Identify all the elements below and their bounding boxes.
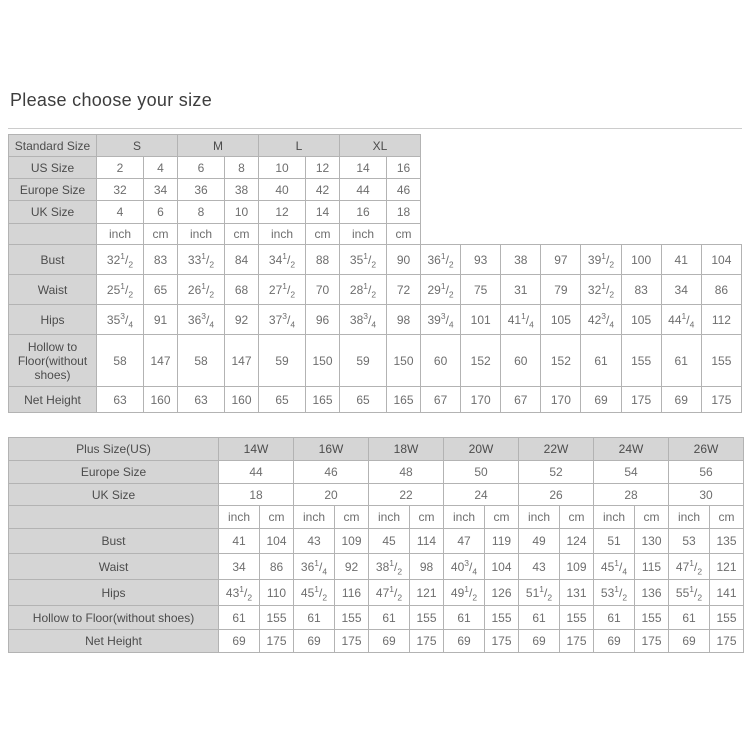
measure-value-cell: 86 xyxy=(701,275,741,305)
measure-value-cell: 61 xyxy=(369,606,410,630)
measure-value-cell: 131 xyxy=(560,580,594,606)
measure-value-cell: 63 xyxy=(178,387,225,413)
measure-value-cell: 69 xyxy=(444,630,485,653)
size-group-header-cell: 16W xyxy=(294,438,369,461)
measure-value-cell: 92 xyxy=(225,305,259,335)
measure-value-cell: 155 xyxy=(621,335,661,387)
unit-header-cell: cm xyxy=(710,506,744,529)
measure-value-cell: 98 xyxy=(387,305,421,335)
measure-value-cell: 104 xyxy=(260,529,294,554)
size-value-cell: 50 xyxy=(444,461,519,484)
size-value-cell: 24 xyxy=(444,484,519,506)
measure-value-cell: 104 xyxy=(485,554,519,580)
page-title: Please choose your size xyxy=(10,90,213,110)
measure-value-cell: $35^1/_2$ xyxy=(340,245,387,275)
measure-value-cell: 38 xyxy=(501,245,541,275)
measure-value-cell: 109 xyxy=(335,529,369,554)
measure-value-cell: $27^1/_2$ xyxy=(259,275,306,305)
measure-value-cell: 104 xyxy=(701,245,741,275)
measure-value-cell: $25^1/_2$ xyxy=(97,275,144,305)
measure-value-cell: 155 xyxy=(410,606,444,630)
standard-size-table xyxy=(8,134,742,413)
unit-row-blank-cell xyxy=(9,506,219,529)
row-label-cell: US Size xyxy=(9,157,97,179)
measure-value-cell: $28^1/_2$ xyxy=(340,275,387,305)
size-group-header-cell: L xyxy=(259,135,340,157)
measure-value-cell: $49^1/_2$ xyxy=(444,580,485,606)
table-row xyxy=(9,630,744,653)
measure-value-cell: $39^1/_2$ xyxy=(581,245,621,275)
measure-value-cell: 152 xyxy=(541,335,581,387)
measure-value-cell: 61 xyxy=(661,335,701,387)
measure-value-cell: 75 xyxy=(461,275,501,305)
measure-value-cell: 175 xyxy=(621,387,661,413)
measure-value-cell: 69 xyxy=(661,387,701,413)
measure-value-cell: 141 xyxy=(710,580,744,606)
size-value-cell: 32 xyxy=(97,179,144,201)
unit-header-cell: inch xyxy=(219,506,260,529)
measure-value-cell: 175 xyxy=(635,630,669,653)
measure-value-cell: 61 xyxy=(219,606,260,630)
size-value-cell: 46 xyxy=(387,179,421,201)
measure-value-cell: 116 xyxy=(335,580,369,606)
row-label-cell: Bust xyxy=(9,529,219,554)
table-row xyxy=(9,135,742,157)
measure-value-cell: 135 xyxy=(710,529,744,554)
unit-header-cell: cm xyxy=(306,224,340,245)
measure-value-cell: $38^3/_4$ xyxy=(340,305,387,335)
measure-value-cell: 72 xyxy=(387,275,421,305)
size-value-cell: 10 xyxy=(259,157,306,179)
size-group-header-cell: 26W xyxy=(669,438,744,461)
measure-value-cell: $47^1/_2$ xyxy=(669,554,710,580)
measure-value-cell: $32^1/_2$ xyxy=(97,245,144,275)
measure-value-cell: $36^3/_4$ xyxy=(178,305,225,335)
measure-value-cell: 69 xyxy=(369,630,410,653)
standard-table-body xyxy=(9,135,742,413)
measure-value-cell: $26^1/_2$ xyxy=(178,275,225,305)
row-label-cell: Bust xyxy=(9,245,97,275)
measure-value-cell: 105 xyxy=(541,305,581,335)
unit-header-cell: inch xyxy=(294,506,335,529)
measure-value-cell: 136 xyxy=(635,580,669,606)
measure-value-cell: 115 xyxy=(635,554,669,580)
measure-value-cell: 43 xyxy=(294,529,335,554)
measure-value-cell: 112 xyxy=(701,305,741,335)
size-value-cell: 8 xyxy=(178,201,225,224)
corner-label-cell: Plus Size(US) xyxy=(9,438,219,461)
measure-value-cell: 155 xyxy=(335,606,369,630)
table-row xyxy=(9,580,744,606)
row-label-cell: Hips xyxy=(9,580,219,606)
measure-value-cell: 61 xyxy=(669,606,710,630)
measure-value-cell: 63 xyxy=(97,387,144,413)
size-group-header-cell: 14W xyxy=(219,438,294,461)
size-value-cell: 22 xyxy=(369,484,444,506)
measure-value-cell: 114 xyxy=(410,529,444,554)
measure-value-cell: 121 xyxy=(710,554,744,580)
row-label-cell: Waist xyxy=(9,275,97,305)
plus-size-table xyxy=(8,437,744,653)
measure-value-cell: 126 xyxy=(485,580,519,606)
table-row xyxy=(9,461,744,484)
measure-value-cell: 69 xyxy=(519,630,560,653)
measure-value-cell: 121 xyxy=(410,580,444,606)
size-value-cell: 54 xyxy=(594,461,669,484)
measure-value-cell: 150 xyxy=(387,335,421,387)
measure-value-cell: 150 xyxy=(306,335,340,387)
row-label-cell: Waist xyxy=(9,554,219,580)
measure-value-cell: 90 xyxy=(387,245,421,275)
unit-header-cell: inch xyxy=(594,506,635,529)
measure-value-cell: $41^1/_4$ xyxy=(501,305,541,335)
measure-value-cell: 67 xyxy=(501,387,541,413)
measure-value-cell: $33^1/_2$ xyxy=(178,245,225,275)
measure-value-cell: 60 xyxy=(501,335,541,387)
measure-value-cell: 34 xyxy=(219,554,260,580)
size-value-cell: 34 xyxy=(144,179,178,201)
size-value-cell: 8 xyxy=(225,157,259,179)
table-row xyxy=(9,506,744,529)
measure-value-cell: $47^1/_2$ xyxy=(369,580,410,606)
measure-value-cell: 96 xyxy=(306,305,340,335)
size-value-cell: 14 xyxy=(340,157,387,179)
table-row xyxy=(9,438,744,461)
size-value-cell: 16 xyxy=(387,157,421,179)
measure-value-cell: 53 xyxy=(669,529,710,554)
size-group-header-cell: XL xyxy=(340,135,421,157)
measure-value-cell: 175 xyxy=(701,387,741,413)
measure-value-cell: 65 xyxy=(144,275,178,305)
table-row xyxy=(9,484,744,506)
plus-table-body xyxy=(9,438,744,653)
unit-header-cell: cm xyxy=(335,506,369,529)
unit-header-cell: inch xyxy=(669,506,710,529)
unit-header-cell: cm xyxy=(260,506,294,529)
measure-value-cell: 69 xyxy=(294,630,335,653)
size-value-cell: 4 xyxy=(144,157,178,179)
measure-value-cell: 69 xyxy=(669,630,710,653)
size-value-cell: 40 xyxy=(259,179,306,201)
size-value-cell: 18 xyxy=(387,201,421,224)
measure-value-cell: 61 xyxy=(444,606,485,630)
size-value-cell: 36 xyxy=(178,179,225,201)
table-row xyxy=(9,157,742,179)
unit-header-cell: inch xyxy=(444,506,485,529)
measure-value-cell: 165 xyxy=(387,387,421,413)
unit-header-cell: cm xyxy=(225,224,259,245)
measure-value-cell: 160 xyxy=(225,387,259,413)
measure-value-cell: 170 xyxy=(461,387,501,413)
size-group-header-cell: S xyxy=(97,135,178,157)
measure-value-cell: 84 xyxy=(225,245,259,275)
table-row xyxy=(9,275,742,305)
measure-value-cell: $45^1/_4$ xyxy=(594,554,635,580)
size-value-cell: 44 xyxy=(340,179,387,201)
unit-row-blank-cell xyxy=(9,224,97,245)
row-label-cell: UK Size xyxy=(9,201,97,224)
measure-value-cell: 175 xyxy=(560,630,594,653)
table-row xyxy=(9,305,742,335)
size-value-cell: 46 xyxy=(294,461,369,484)
measure-value-cell: 58 xyxy=(178,335,225,387)
measure-value-cell: $29^1/_2$ xyxy=(421,275,461,305)
size-group-header-cell: 20W xyxy=(444,438,519,461)
measure-value-cell: $44^1/_4$ xyxy=(661,305,701,335)
measure-value-cell: $38^1/_2$ xyxy=(369,554,410,580)
unit-header-cell: inch xyxy=(519,506,560,529)
measure-value-cell: 105 xyxy=(621,305,661,335)
measure-value-cell: 59 xyxy=(259,335,306,387)
measure-value-cell: 69 xyxy=(219,630,260,653)
size-value-cell: 28 xyxy=(594,484,669,506)
measure-value-cell: 155 xyxy=(560,606,594,630)
measure-value-cell: $53^1/_2$ xyxy=(594,580,635,606)
measure-value-cell: 155 xyxy=(485,606,519,630)
unit-header-cell: inch xyxy=(97,224,144,245)
measure-value-cell: $42^3/_4$ xyxy=(581,305,621,335)
measure-value-cell: $32^1/_2$ xyxy=(581,275,621,305)
size-group-header-cell: M xyxy=(178,135,259,157)
measure-value-cell: 175 xyxy=(335,630,369,653)
measure-value-cell: $51^1/_2$ xyxy=(519,580,560,606)
table-row xyxy=(9,335,742,387)
measure-value-cell: 47 xyxy=(444,529,485,554)
measure-value-cell: 101 xyxy=(461,305,501,335)
size-value-cell: 6 xyxy=(178,157,225,179)
measure-value-cell: 110 xyxy=(260,580,294,606)
size-group-header-cell: 18W xyxy=(369,438,444,461)
measure-value-cell: 155 xyxy=(710,606,744,630)
size-value-cell: 4 xyxy=(97,201,144,224)
measure-value-cell: 41 xyxy=(219,529,260,554)
unit-header-cell: cm xyxy=(635,506,669,529)
measure-value-cell: 51 xyxy=(594,529,635,554)
measure-value-cell: $40^3/_4$ xyxy=(444,554,485,580)
measure-value-cell: 93 xyxy=(461,245,501,275)
size-value-cell: 12 xyxy=(306,157,340,179)
measure-value-cell: 175 xyxy=(260,630,294,653)
measure-value-cell: 49 xyxy=(519,529,560,554)
size-value-cell: 52 xyxy=(519,461,594,484)
row-label-cell: Net Height xyxy=(9,387,97,413)
unit-header-cell: cm xyxy=(144,224,178,245)
table-row xyxy=(9,245,742,275)
measure-value-cell: 160 xyxy=(144,387,178,413)
row-label-cell: Hips xyxy=(9,305,97,335)
measure-value-cell: $34^1/_2$ xyxy=(259,245,306,275)
measure-value-cell: 65 xyxy=(340,387,387,413)
size-group-header-cell: 22W xyxy=(519,438,594,461)
measure-value-cell: 79 xyxy=(541,275,581,305)
table-row xyxy=(9,529,744,554)
size-value-cell: 56 xyxy=(669,461,744,484)
measure-value-cell: 165 xyxy=(306,387,340,413)
row-label-cell: Net Height xyxy=(9,630,219,653)
measure-value-cell: 92 xyxy=(335,554,369,580)
measure-value-cell: 69 xyxy=(594,630,635,653)
size-value-cell: 16 xyxy=(340,201,387,224)
unit-header-cell: cm xyxy=(485,506,519,529)
size-value-cell: 18 xyxy=(219,484,294,506)
measure-value-cell: 58 xyxy=(97,335,144,387)
table-row xyxy=(9,387,742,413)
measure-value-cell: 98 xyxy=(410,554,444,580)
measure-value-cell: $36^1/_4$ xyxy=(294,554,335,580)
measure-value-cell: $43^1/_2$ xyxy=(219,580,260,606)
measure-value-cell: 68 xyxy=(225,275,259,305)
measure-value-cell: 152 xyxy=(461,335,501,387)
row-label-cell: Europe Size xyxy=(9,179,97,201)
measure-value-cell: 45 xyxy=(369,529,410,554)
measure-value-cell: 61 xyxy=(594,606,635,630)
measure-value-cell: 61 xyxy=(581,335,621,387)
size-value-cell: 42 xyxy=(306,179,340,201)
size-group-header-cell: 24W xyxy=(594,438,669,461)
measure-value-cell: 86 xyxy=(260,554,294,580)
measure-value-cell: 61 xyxy=(519,606,560,630)
unit-header-cell: inch xyxy=(259,224,306,245)
measure-value-cell: 83 xyxy=(144,245,178,275)
row-label-cell: UK Size xyxy=(9,484,219,506)
measure-value-cell: 59 xyxy=(340,335,387,387)
row-label-cell: Hollow to Floor(without shoes) xyxy=(9,335,97,387)
measure-value-cell: 70 xyxy=(306,275,340,305)
measure-value-cell: 34 xyxy=(661,275,701,305)
measure-value-cell: 100 xyxy=(621,245,661,275)
measure-value-cell: $35^3/_4$ xyxy=(97,305,144,335)
measure-value-cell: $45^1/_2$ xyxy=(294,580,335,606)
measure-value-cell: 124 xyxy=(560,529,594,554)
measure-value-cell: $36^1/_2$ xyxy=(421,245,461,275)
row-label-cell: Hollow to Floor(without shoes) xyxy=(9,606,219,630)
size-value-cell: 44 xyxy=(219,461,294,484)
measure-value-cell: 170 xyxy=(541,387,581,413)
table-row xyxy=(9,224,742,245)
measure-value-cell: 88 xyxy=(306,245,340,275)
unit-header-cell: inch xyxy=(340,224,387,245)
unit-header-cell: inch xyxy=(178,224,225,245)
measure-value-cell: 109 xyxy=(560,554,594,580)
measure-value-cell: 31 xyxy=(501,275,541,305)
measure-value-cell: 91 xyxy=(144,305,178,335)
size-value-cell: 6 xyxy=(144,201,178,224)
measure-value-cell: 61 xyxy=(294,606,335,630)
size-value-cell: 48 xyxy=(369,461,444,484)
size-value-cell: 2 xyxy=(97,157,144,179)
measure-value-cell: 43 xyxy=(519,554,560,580)
size-value-cell: 10 xyxy=(225,201,259,224)
table-row xyxy=(9,201,742,224)
measure-value-cell: 175 xyxy=(410,630,444,653)
size-value-cell: 26 xyxy=(519,484,594,506)
measure-value-cell: $37^3/_4$ xyxy=(259,305,306,335)
measure-value-cell: $39^3/_4$ xyxy=(421,305,461,335)
table-row xyxy=(9,554,744,580)
measure-value-cell: 83 xyxy=(621,275,661,305)
measure-value-cell: 60 xyxy=(421,335,461,387)
measure-value-cell: $55^1/_2$ xyxy=(669,580,710,606)
size-value-cell: 20 xyxy=(294,484,369,506)
measure-value-cell: 67 xyxy=(421,387,461,413)
measure-value-cell: 41 xyxy=(661,245,701,275)
measure-value-cell: 97 xyxy=(541,245,581,275)
size-value-cell: 38 xyxy=(225,179,259,201)
measure-value-cell: 155 xyxy=(701,335,741,387)
measure-value-cell: 65 xyxy=(259,387,306,413)
unit-header-cell: inch xyxy=(369,506,410,529)
table-row xyxy=(9,179,742,201)
measure-value-cell: 147 xyxy=(144,335,178,387)
size-value-cell: 14 xyxy=(306,201,340,224)
unit-header-cell: cm xyxy=(387,224,421,245)
measure-value-cell: 175 xyxy=(485,630,519,653)
measure-value-cell: 175 xyxy=(710,630,744,653)
size-value-cell: 12 xyxy=(259,201,306,224)
measure-value-cell: 155 xyxy=(635,606,669,630)
measure-value-cell: 147 xyxy=(225,335,259,387)
measure-value-cell: 130 xyxy=(635,529,669,554)
measure-value-cell: 155 xyxy=(260,606,294,630)
table-row xyxy=(9,606,744,630)
row-label-cell: Europe Size xyxy=(9,461,219,484)
measure-value-cell: 119 xyxy=(485,529,519,554)
unit-header-cell: cm xyxy=(560,506,594,529)
corner-label-cell: Standard Size xyxy=(9,135,97,157)
measure-value-cell: 69 xyxy=(581,387,621,413)
unit-header-cell: cm xyxy=(410,506,444,529)
horizontal-divider xyxy=(8,128,742,129)
size-value-cell: 30 xyxy=(669,484,744,506)
